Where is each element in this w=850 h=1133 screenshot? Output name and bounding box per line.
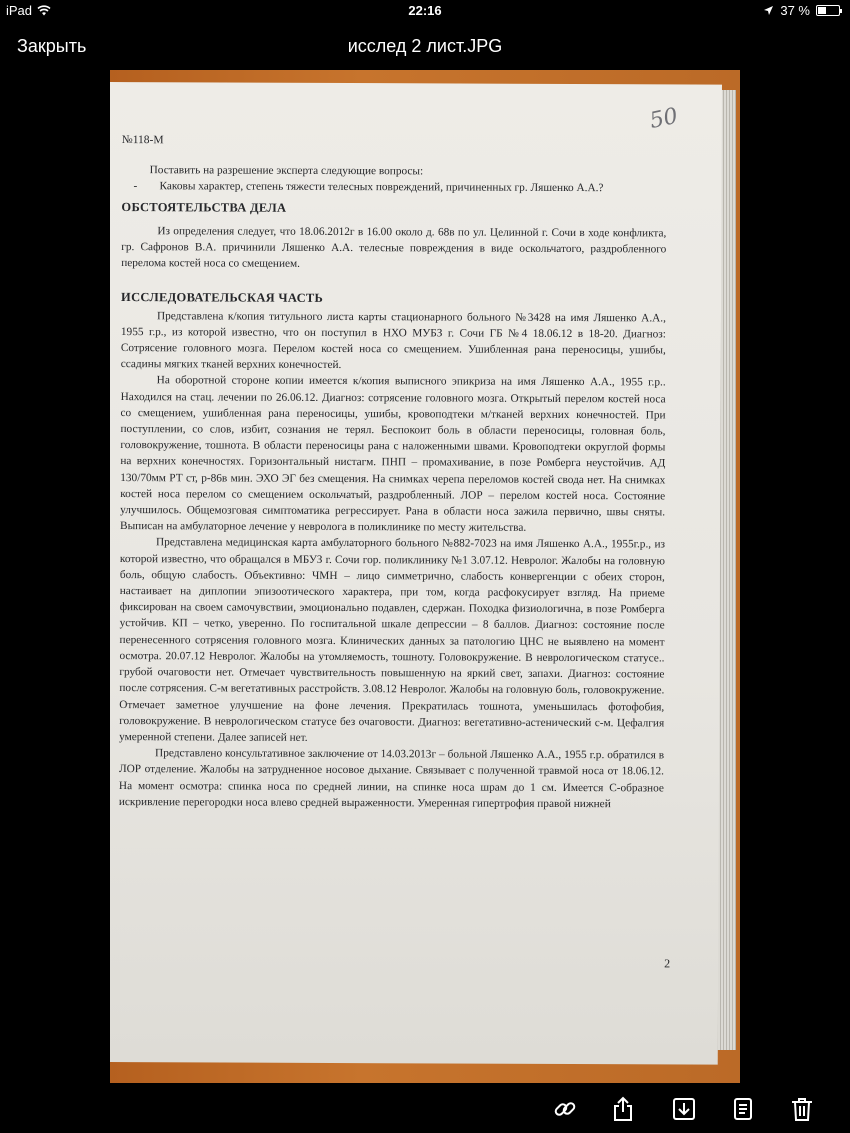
location-arrow-icon	[763, 5, 774, 16]
status-time: 22:16	[408, 3, 442, 18]
document-page	[110, 82, 722, 1065]
form-number: №118-М	[121, 134, 164, 147]
status-right	[763, 3, 840, 18]
notes-button[interactable]	[729, 1095, 757, 1123]
paragraph-inpatient-card: Представлена к/копия титульного листа карты стационарного больного №3428 на имя Ляшенко А.А., 1955 г.р., из которой известно, что он поступил в НХО МУБЗ г. Сочи ГБ №4 18.06.12 в 18-20. Диагноз: Сотрясение головного мозга. Перелом костей носа со смещением. Ушибленная рана переносицы, ушибы, ссадины мягких тканей верхних конечностей.	[120, 309, 667, 372]
trash-icon	[788, 1095, 816, 1123]
share-button[interactable]	[609, 1095, 637, 1123]
link-button[interactable]	[551, 1095, 579, 1123]
question-bullet: -	[133, 180, 138, 193]
section-title-research: ИССЛЕДОВАТЕЛЬСКАЯ ЧАСТЬ	[121, 290, 324, 306]
share-icon	[609, 1095, 637, 1123]
file-title: исслед 2 лист.JPG	[347, 36, 503, 56]
circumstances-text: Из определения следует, что 18.06.2012г в 16.00 около д. 68в по ул. Целинной г. Сочи в ходе конфликта, гр. Сафронов В.А. причинили Ляшенко А.А. телесные повреждения в виде оскольчатого, раздробленного перелома костей носа со смещением.	[121, 225, 667, 271]
document-text	[119, 132, 667, 812]
download-button[interactable]	[670, 1095, 698, 1123]
question-text: Каковы характер, степень тяжести телесных повреждений, причиненных гр. Ляшенко А.А.?	[159, 180, 604, 195]
battery-icon	[816, 5, 840, 16]
handwritten-page-number: 50	[647, 103, 681, 135]
questions-intro: Поставить на разрешение эксперта следующие вопросы:	[149, 164, 424, 178]
question-item	[134, 179, 667, 198]
page-number: 2	[664, 956, 671, 971]
battery-level	[818, 7, 826, 14]
paragraph-discharge-summary: На оборотной стороне копии имеется к/копия выписного эпикриза на имя Ляшенко А.А., 1955 г.р.. Находился на стац. лечении по 26.06.12. Диагноз: сотрясение головного мозга. Открытый перелом костей носа со смещением, ушибленная рана переносицы, ушибы, кровоподтеки м/тканей верхних конечностей. При поступлении, со слов, избит, сознания не терял. Беспокоит боль в области переносицы, головная боль, головокружение, тошнота. В области переносицы рана с наложенными швами. Кровоподтеки округлой формы на верхних конечностях. Горизонтальный нистагм. ПНП – промахивание, в позе Ромберга неустойчив. АД 130/70мм РТ ст, р-86в мин. ЭХО ЭГ без смещения. На снимках черепа переломов костей свода нет. На снимках костей носа перелом со смещением оскольчатый, раздробленный. ЛОР – перелом костей носа. Состояние улучшилось. Общемозговая симптоматика регрессирует. Рана в области носа зажила первично, швы сняты. Выписан на амбулаторное лечение у невролога в поликлинике по месту жительства.	[120, 374, 666, 535]
paragraph-ent-consultation: Представлено консультативное заключение от 14.03.2013г – больной Ляшенко А.А., 1955 г.р. обратился в ЛОР отделение. Жалобы на затрудненное носовое дыхание. Связывает с полученной травмой носа от 18.06.12. На момент осмотра: спинка носа по средней линии, на спинке носа шрам до 1 см. Имеется С-образное искривление перегородки носа влево средней выраженности. Умеренная гипертрофия правой нижней	[118, 747, 665, 810]
bottom-toolbar	[0, 1083, 850, 1133]
close-button[interactable]: Закрыть	[17, 36, 87, 56]
delete-button[interactable]	[788, 1095, 816, 1123]
paragraph-outpatient-card: Представлена медицинская карта амбулаторного больного №882-7023 на имя Ляшенко А.А., 1955г.р., из которой известно, что обращался в МБУЗ г. Сочи гор. поликлинику №1 3.07.12. Невролог. Жалобы на головную боль, общую слабость. Объективно: ЧМН – лицо симметрично, слабость конвергенции с обеих сторон, настаивает на диплопии эпизоотического характера, при том, когда расфокусирует взгляд. На приеме фиксирован на своем самочувствии, эмоционально подавлен, сдержан. Походка физиологична, в позе Ромберга устойчив. КП – четко, уверенно. По госпитальной шкале депрессии – 8 баллов. Диагноз: состояние после перенесенного сотрясения головного мозга. Клинических данных за патологию ЦНС не выявлено на момент осмотра. 20.07.12 Невролог. Жалобы на утомляемость, тошноту. Головокружение. В неврологическом статусе.. грубой очаговости нет. Отмечает чувствительность повышенную на яркий свет, запахи. Диагноз: состояние после сотрясения. С-м вегетативных расстройств. 3.08.12 Невролог. Жалобы на головную боль, головокружение. Отмечает заметное улучшение на фоне лечения. Прекратилась тошнота, уменьшилась фотофобия, головокружение. В неврологическом статусе без очаговости. Диагноз: вегетативно-астенический с-м. Цефалгия умеренной степени. Далее записей нет.	[119, 536, 666, 744]
link-icon	[551, 1095, 579, 1123]
status-bar	[0, 0, 850, 22]
nav-bar	[0, 22, 850, 70]
notes-icon	[729, 1095, 757, 1123]
document-photo[interactable]	[110, 70, 740, 1083]
download-icon	[670, 1095, 698, 1123]
battery-percent: 37 %	[780, 3, 810, 18]
section-title-circumstances: ОБСТОЯТЕЛЬСТВА ДЕЛА	[121, 199, 287, 215]
device-name: iPad	[6, 3, 33, 18]
